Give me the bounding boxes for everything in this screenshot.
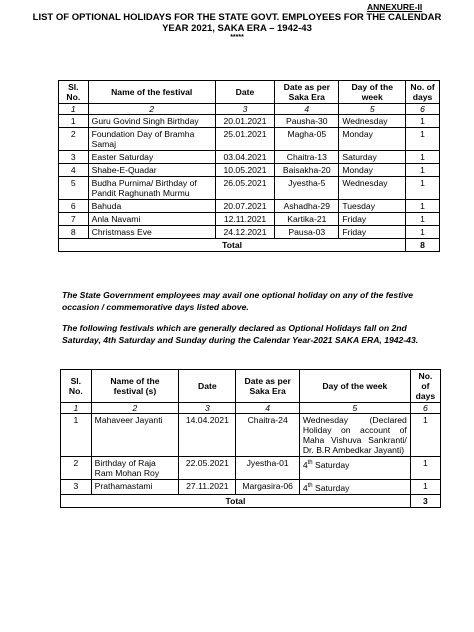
header-saka-date: Date as per Saka Era [236, 370, 299, 403]
availability-note: The State Government employees may avail one optional holiday on any of the festive occasion / commemorative days listed above. [62, 290, 414, 312]
table-row [61, 457, 441, 480]
column-number: 6 [406, 104, 440, 115]
cell-sl-no: 7 [59, 213, 89, 226]
column-number-row [59, 104, 440, 115]
cell-day: Monday [339, 128, 406, 151]
cell-saka-date: Margasira-06 [236, 480, 299, 495]
cell-sl-no: 3 [61, 480, 92, 495]
cell-date: 22.05.2021 [179, 457, 236, 480]
cell-days: 1 [406, 164, 440, 177]
column-number: 2 [91, 403, 179, 414]
cell-saka-date: Chaitra-24 [236, 414, 299, 457]
header-festival: Name of the festival [88, 81, 215, 104]
column-number: 3 [215, 104, 275, 115]
cell-days: 1 [406, 177, 440, 200]
cell-date: 24.12.2021 [215, 226, 275, 239]
cell-date: 12.11.2021 [215, 213, 275, 226]
cell-saka-date: Baisakha-20 [275, 164, 339, 177]
column-number: 1 [59, 104, 89, 115]
cell-day: Saturday [339, 151, 406, 164]
total-label: Total [61, 494, 411, 507]
cell-festival: Anla Navami [88, 213, 215, 226]
cell-date: 26.05.2021 [215, 177, 275, 200]
cell-sl-no: 2 [59, 128, 89, 151]
cell-day: Wednesday [339, 177, 406, 200]
total-row [61, 494, 441, 507]
cell-sl-no: 6 [59, 200, 89, 213]
cell-saka-date: Kartika-21 [275, 213, 339, 226]
cell-date: 10.05.2021 [215, 164, 275, 177]
cell-days: 1 [406, 115, 440, 128]
cell-day: Wednesday (Declared Holiday on account of Maha Vishuva Sankranti/ Dr. B.R Ambedkar Jayanti) [299, 414, 410, 457]
header-days: No. of days [410, 370, 440, 403]
header-sl-no: Sl. No. [59, 81, 89, 104]
cell-festival: Easter Saturday [88, 151, 215, 164]
table-row [61, 414, 441, 457]
column-number: 2 [88, 104, 215, 115]
cell-date: 14.04.2021 [179, 414, 236, 457]
cell-saka-date: Magha-05 [275, 128, 339, 151]
cell-saka-date: Jyestha-01 [236, 457, 299, 480]
column-number: 5 [339, 104, 406, 115]
column-number: 3 [179, 403, 236, 414]
optional-holidays-table [58, 80, 440, 252]
column-number: 5 [299, 403, 410, 414]
weekend-holidays-table [60, 369, 441, 508]
title-stars: ***** [230, 34, 244, 41]
header-date: Date [215, 81, 275, 104]
column-number: 4 [236, 403, 299, 414]
cell-date: 27.11.2021 [179, 480, 236, 495]
cell-days: 1 [406, 151, 440, 164]
annexure-label: ANNEXURE-II [367, 2, 423, 12]
table-row [59, 164, 440, 177]
header-day: Day of the week [339, 81, 406, 104]
cell-sl-no: 8 [59, 226, 89, 239]
cell-day: Wednesday [339, 115, 406, 128]
column-number: 4 [275, 104, 339, 115]
cell-date: 25.01.2021 [215, 128, 275, 151]
header-day: Day of the week [299, 370, 410, 403]
cell-sl-no: 1 [61, 414, 92, 457]
cell-days: 1 [410, 414, 440, 457]
cell-saka-date: Jyestha-5 [275, 177, 339, 200]
column-number-row [61, 403, 441, 414]
cell-sl-no: 4 [59, 164, 89, 177]
cell-days: 1 [406, 226, 440, 239]
cell-festival: Shabe-E-Quadar [88, 164, 215, 177]
cell-days: 1 [410, 457, 440, 480]
cell-days: 1 [406, 128, 440, 151]
table-row [59, 128, 440, 151]
total-label: Total [59, 239, 406, 252]
cell-festival: Guru Govind Singh Birthday [88, 115, 215, 128]
table-row [59, 151, 440, 164]
cell-date: 03.04.2021 [215, 151, 275, 164]
table-row [59, 200, 440, 213]
cell-saka-date: Pausha-30 [275, 115, 339, 128]
total-value: 3 [410, 494, 440, 507]
cell-saka-date: Chaitra-13 [275, 151, 339, 164]
cell-day: Monday [339, 164, 406, 177]
table-row [59, 115, 440, 128]
column-number: 1 [61, 403, 92, 414]
cell-festival: Bahuda [88, 200, 215, 213]
cell-day: 4th Saturday [299, 480, 410, 495]
table-row [61, 480, 441, 495]
cell-festival: Birthday of Raja Ram Mohan Roy [91, 457, 179, 480]
cell-festival: Prathamastami [91, 480, 179, 495]
cell-festival: Budha Purnima/ Birthday of Pandit Raghunath Murmu [88, 177, 215, 200]
table-header-row [61, 370, 441, 403]
table-row [59, 213, 440, 226]
header-festival: Name of the festival (s) [91, 370, 179, 403]
cell-sl-no: 2 [61, 457, 92, 480]
table-header-row [59, 81, 440, 104]
document-title: LIST OF OPTIONAL HOLIDAYS FOR THE STATE GOVT. EMPLOYEES FOR THE CALENDAR YEAR 2021, SAKA ERA – 1942-43 [32, 12, 442, 34]
cell-saka-date: Pausa-03 [275, 226, 339, 239]
column-number: 6 [410, 403, 440, 414]
cell-day: Tuesday [339, 200, 406, 213]
header-sl-no: Sl. No. [61, 370, 92, 403]
cell-sl-no: 3 [59, 151, 89, 164]
cell-festival: Christmass Eve [88, 226, 215, 239]
cell-festival: Mahaveer Jayanti [91, 414, 179, 457]
header-saka-date: Date as per Saka Era [275, 81, 339, 104]
cell-date: 20.01.2021 [215, 115, 275, 128]
total-row [59, 239, 440, 252]
cell-date: 20.07.2021 [215, 200, 275, 213]
table-row [59, 177, 440, 200]
weekend-festivals-note: The following festivals which are generally declared as Optional Holidays fall on 2nd Saturday, 4th Saturday and Sunday during the Calendar Year-2021 SAKA ERA, 1942-43. [62, 323, 419, 345]
table-row [59, 226, 440, 239]
cell-day: Friday [339, 226, 406, 239]
cell-sl-no: 1 [59, 115, 89, 128]
cell-day: 4th Saturday [299, 457, 410, 480]
cell-days: 1 [406, 200, 440, 213]
header-date: Date [179, 370, 236, 403]
cell-day: Friday [339, 213, 406, 226]
cell-days: 1 [406, 213, 440, 226]
total-value: 8 [406, 239, 440, 252]
cell-sl-no: 5 [59, 177, 89, 200]
cell-festival: Foundation Day of Bramha Samaj [88, 128, 215, 151]
cell-saka-date: Ashadha-29 [275, 200, 339, 213]
cell-days: 1 [410, 480, 440, 495]
header-days: No. of days [406, 81, 440, 104]
